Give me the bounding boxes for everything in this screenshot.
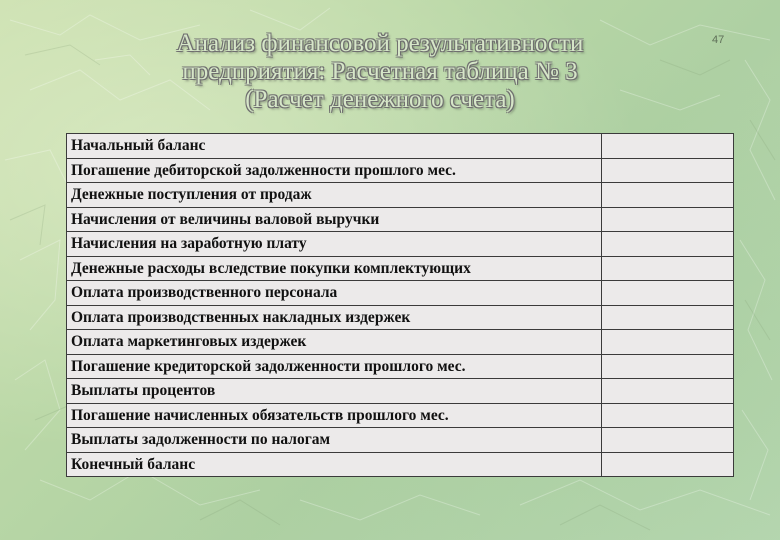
table-row bbox=[67, 256, 734, 281]
row-value bbox=[602, 403, 734, 428]
table-row bbox=[67, 428, 734, 453]
row-label: Начисления на заработную плату bbox=[67, 232, 602, 257]
slide-title-line-3: (Расчет денежного счета) bbox=[245, 86, 515, 113]
table-row bbox=[67, 183, 734, 208]
row-label: Конечный баланс bbox=[67, 452, 602, 477]
row-value bbox=[602, 158, 734, 183]
row-value bbox=[602, 354, 734, 379]
slide-title bbox=[110, 30, 650, 114]
table-row bbox=[67, 330, 734, 355]
row-value bbox=[602, 452, 734, 477]
table-row bbox=[67, 305, 734, 330]
table-row bbox=[67, 158, 734, 183]
row-label: Оплата маркетинговых издержек bbox=[67, 330, 602, 355]
row-label: Начисления от величины валовой выручки bbox=[67, 207, 602, 232]
row-value bbox=[602, 305, 734, 330]
cash-account-table bbox=[66, 133, 734, 477]
row-value bbox=[602, 232, 734, 257]
row-label: Выплаты процентов bbox=[67, 379, 602, 404]
slide-title-line-2: предприятия: Расчетная таблица № 3 bbox=[182, 58, 578, 85]
row-label: Денежные расходы вследствие покупки комплектующих bbox=[67, 256, 602, 281]
row-label: Оплата производственного персонала bbox=[67, 281, 602, 306]
row-label: Погашение дебиторской задолженности прошлого мес. bbox=[67, 158, 602, 183]
row-value bbox=[602, 183, 734, 208]
slide-title-line-1: Анализ финансовой результативности bbox=[176, 30, 584, 57]
table-row bbox=[67, 232, 734, 257]
row-value bbox=[602, 256, 734, 281]
row-label: Начальный баланс bbox=[67, 134, 602, 159]
row-value bbox=[602, 330, 734, 355]
row-value bbox=[602, 207, 734, 232]
row-label: Погашение кредиторской задолженности прошлого мес. bbox=[67, 354, 602, 379]
row-label: Денежные поступления от продаж bbox=[67, 183, 602, 208]
table-row bbox=[67, 403, 734, 428]
table-row bbox=[67, 379, 734, 404]
table-row bbox=[67, 134, 734, 159]
row-value bbox=[602, 379, 734, 404]
table-row bbox=[67, 354, 734, 379]
row-label: Погашение начисленных обязательств прошлого мес. bbox=[67, 403, 602, 428]
row-value bbox=[602, 134, 734, 159]
table-row bbox=[67, 207, 734, 232]
row-label: Оплата производственных накладных издержек bbox=[67, 305, 602, 330]
row-value bbox=[602, 281, 734, 306]
table-row bbox=[67, 452, 734, 477]
row-value bbox=[602, 428, 734, 453]
row-label: Выплаты задолженности по налогам bbox=[67, 428, 602, 453]
table-row bbox=[67, 281, 734, 306]
page-number: 47 bbox=[712, 34, 725, 46]
